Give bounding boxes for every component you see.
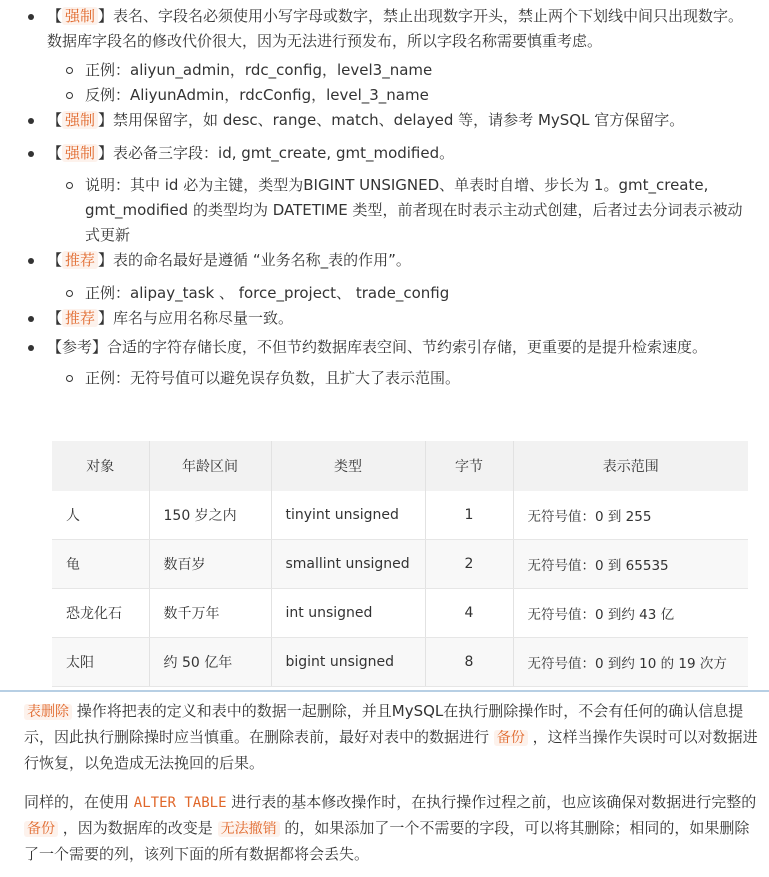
range-table <box>52 441 748 687</box>
rule-text: 禁用保留字，如 desc、range、match、delayed 等，请参考 MySQL 官方保留字。 <box>113 111 685 129</box>
rule-text: 表名、字段名必须使用小写字母或数字，禁止出现数字开头，禁止两个下划线中间只出现数字。数据库字段名的修改代价很大，因为无法进行预发布，所以字段名称需要慎重考虑。 <box>47 7 744 50</box>
sub-list <box>0 173 769 248</box>
table-cell: 数百岁 <box>149 540 271 589</box>
rule-text: 合适的字符存储长度，不但节约数据库表空间、节约索引存储，更重要的是提升检索速度。 <box>107 338 708 356</box>
table-cell: 人 <box>52 491 149 540</box>
table-cell: 龟 <box>52 540 149 589</box>
sub-item: 正例：aliyun_admin，rdc_config，level3_name <box>0 58 769 83</box>
rule-item: 【 推荐 】表的命名最好是遵循 “业务名称_表的作用”。 <box>0 248 769 273</box>
rule-item: 【 强制 】表名、字段名必须使用小写字母或数字，禁止出现数字开头，禁止两个下划线中间只出现数字。数据库字段名的修改代价很大，因为无法进行预发布，所以字段名称需要慎重考虑。 <box>0 4 769 54</box>
table-cell: 2 <box>425 540 513 589</box>
table-cell: smallint unsigned <box>271 540 425 589</box>
highlight-drop: 表删除 <box>24 704 72 720</box>
table-header-row <box>52 441 748 491</box>
rule-text: 表必备三字段：id, gmt_create, gmt_modified。 <box>113 144 455 162</box>
table-row <box>52 491 748 540</box>
table-cell: tinyint unsigned <box>271 491 425 540</box>
table-cell: 150 岁之内 <box>149 491 271 540</box>
level-prefix: 【参考】 <box>47 338 108 356</box>
sub-item: 正例：alipay_task 、 force_project、 trade_config <box>0 281 769 306</box>
paragraph-drop-table: 表删除 操作将把表的定义和表中的数据一起删除，并且MySQL在执行删除操作时，不会有任何的确认信息提示，因此执行删除操时应当慎重。在删除表前，最好对表中的数据进行 备份 ，这样当操作失误时可以对数据进行恢复，以免造成无法挽回的后果。 <box>24 702 758 772</box>
table-cell: 太阳 <box>52 638 149 687</box>
table-cell: 无符号值：0 到 65535 <box>513 540 748 589</box>
highlight-irreversible: 无法撤销 <box>218 821 280 837</box>
sub-list <box>0 366 769 391</box>
highlight-backup: 备份 <box>494 730 528 746</box>
table-row <box>52 589 748 638</box>
table-cell: 无符号值：0 到约 43 亿 <box>513 589 748 638</box>
column-header: 表示范围 <box>513 441 748 491</box>
sub-list <box>0 281 769 306</box>
rule-text: 库名与应用名称尽量一致。 <box>113 309 294 327</box>
column-header: 字节 <box>425 441 513 491</box>
table-cell: 1 <box>425 491 513 540</box>
rule-item: 【 强制 】表必备三字段：id, gmt_create, gmt_modified。 <box>0 141 769 166</box>
sub-list <box>0 58 769 108</box>
rule-item: 【 推荐 】库名与应用名称尽量一致。 <box>0 306 769 335</box>
table-cell: int unsigned <box>271 589 425 638</box>
sub-item: 正例：无符号值可以避免误存负数，且扩大了表示范围。 <box>0 366 769 391</box>
rule-text: 表的命名最好是遵循 “业务名称_表的作用”。 <box>113 251 411 269</box>
table-cell: 4 <box>425 589 513 638</box>
sub-item: 反例：AliyunAdmin，rdcConfig，level_3_name <box>0 83 769 108</box>
column-header: 对象 <box>52 441 149 491</box>
level-tag: 推荐 <box>62 309 98 327</box>
table-row <box>52 638 748 687</box>
rule-item <box>0 335 769 360</box>
table-cell: 恐龙化石 <box>52 589 149 638</box>
level-tag: 强制 <box>62 111 98 129</box>
rules-list <box>0 4 769 391</box>
table-cell: 约 50 亿年 <box>149 638 271 687</box>
sub-item: 说明：其中 id 必为主键，类型为BIGINT UNSIGNED、单表时自增、步长为 1。gmt_create, gmt_modified 的类型均为 DATETIME 类型，前者现在时表示主动式创建，后者过去分词表示被动式更新 <box>0 173 769 248</box>
column-header: 年龄区间 <box>149 441 271 491</box>
rule-item: 【 强制 】禁用保留字，如 desc、range、match、delayed 等，请参考 MySQL 官方保留字。 <box>0 108 769 141</box>
highlight-backup: 备份 <box>24 821 58 837</box>
code-alter-table: ALTER TABLE <box>133 795 227 811</box>
table-cell: bigint unsigned <box>271 638 425 687</box>
column-header: 类型 <box>271 441 425 491</box>
table-cell: 无符号值：0 到 255 <box>513 491 748 540</box>
table-cell: 8 <box>425 638 513 687</box>
table-cell: 无符号值：0 到约 10 的 19 次方 <box>513 638 748 687</box>
table-row <box>52 540 748 589</box>
table-cell: 数千万年 <box>149 589 271 638</box>
level-tag: 推荐 <box>62 251 98 269</box>
level-tag: 强制 <box>62 144 98 162</box>
paragraph-alter-table: 同样的，在使用 ALTER TABLE 进行表的基本修改操作时，在执行操作过程之前，也应该确保对数据进行完整的 备份 ，因为数据库的改变是 无法撤销 的，如果添加了一个不需要的字段，可以将其删除；相同的，如果删除了一个需要的列，该列下面的所有数据都将会丢失。 <box>24 793 757 863</box>
section-divider <box>0 690 769 692</box>
level-tag: 强制 <box>62 7 98 25</box>
